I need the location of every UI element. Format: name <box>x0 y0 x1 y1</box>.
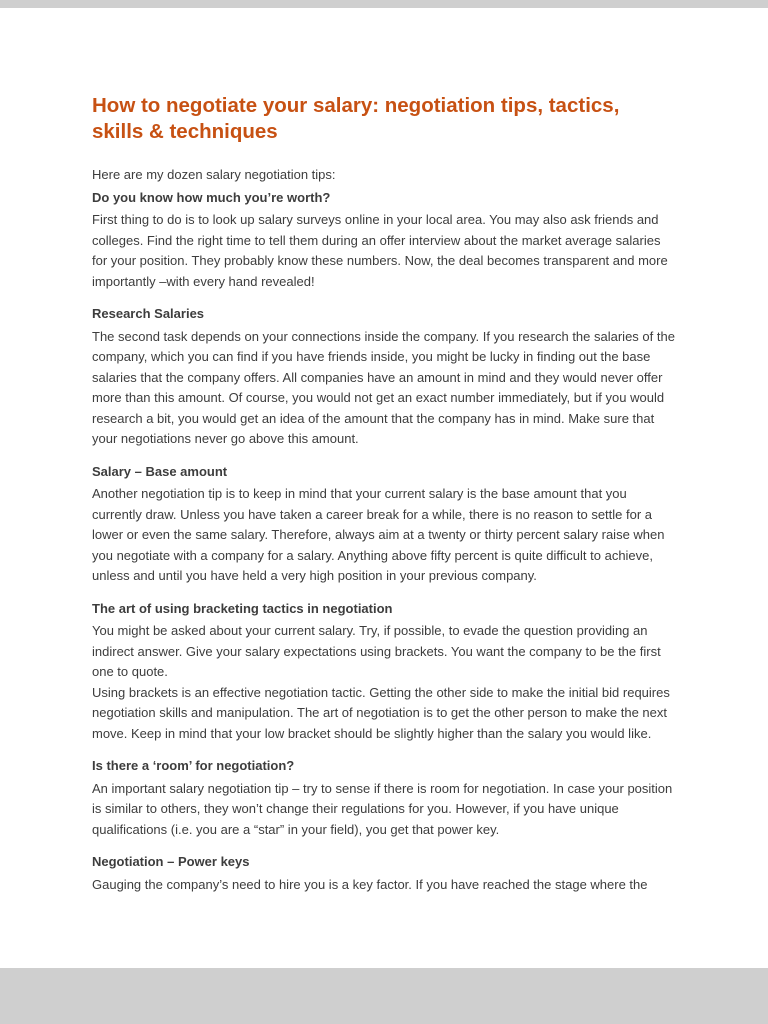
section-salary-base-amount <box>92 462 676 587</box>
section-heading: Is there a ‘room’ for negotiation? <box>92 758 295 773</box>
document-title: How to negotiate your salary: negotiation tips, tactics, skills & techniques <box>92 94 620 143</box>
section-heading: Research Salaries <box>92 306 205 321</box>
intro-line: Here are my dozen salary negotiation tips: <box>92 167 336 182</box>
paragraph: The second task depends on your connections inside the company. If you research the salaries of the company, which you can find if you have friends inside, you might be lucky in finding out the base salaries that the company offers. All companies have an amount in mind and they would never offer more than this amount. Of course, you would not get an exact number immediately, but if you would research a bit, you would get an idea of the amount that the company has in mind. Make sure that your negotiations never go above this amount. <box>92 328 675 446</box>
paragraph: Another negotiation tip is to keep in mind that your current salary is the base amount that you currently draw. Unless you have taken a career break for a while, there is no reason to settle for a lower or even the same salary. Therefore, always aim at a twenty or thirty percent salary raise when you negotiate with a company for a salary. Anything above fifty percent is quite difficult to achieve, unless and until you have held a very high position in your previous company. <box>92 486 665 583</box>
section-know-your-worth <box>92 188 676 293</box>
paragraph: Using brackets is an effective negotiation tactic. Getting the other side to make the initial bid requires negotiation skills and manipulation. The art of negotiation is to get the other person to make the next move. Keep in mind that your low bracket should be slightly higher than the salary you would like. <box>92 684 670 741</box>
section-heading: Salary – Base amount <box>92 463 228 479</box>
paragraph: First thing to do is to look up salary surveys online in your local area. You may also ask friends and colleges. Find the right time to tell them during an offer interview about the market average salaries for your position. They probably know these numbers. Now, the deal becomes transparent and more importantly –with every hand revealed! <box>92 212 668 289</box>
section-power-keys <box>92 852 676 895</box>
paragraph: You might be asked about your current salary. Try, if possible, to evade the question providing an indirect answer. Give your salary expectations using brackets. You want the company to be the first one to quote. <box>92 623 661 679</box>
section-heading: Do you know how much you’re worth? <box>92 189 331 205</box>
section-bracketing-tactics <box>92 599 676 745</box>
section-heading: Negotiation – Power keys <box>92 854 250 869</box>
paragraph: An important salary negotiation tip – try to sense if there is room for negotiation. In case your position is similar to others, they won’t change their regulations for you. However, if you have unique qualifications (i.e. you are a “star” in your field), you get that power key. <box>92 780 673 837</box>
document-page <box>0 8 768 968</box>
section-room-for-negotiation <box>92 756 676 840</box>
section-heading: The art of using bracketing tactics in negotiation <box>92 600 393 616</box>
section-research-salaries <box>92 304 676 450</box>
paragraph: Gauging the company’s need to hire you is a key factor. If you have reached the stage where the <box>92 876 648 892</box>
